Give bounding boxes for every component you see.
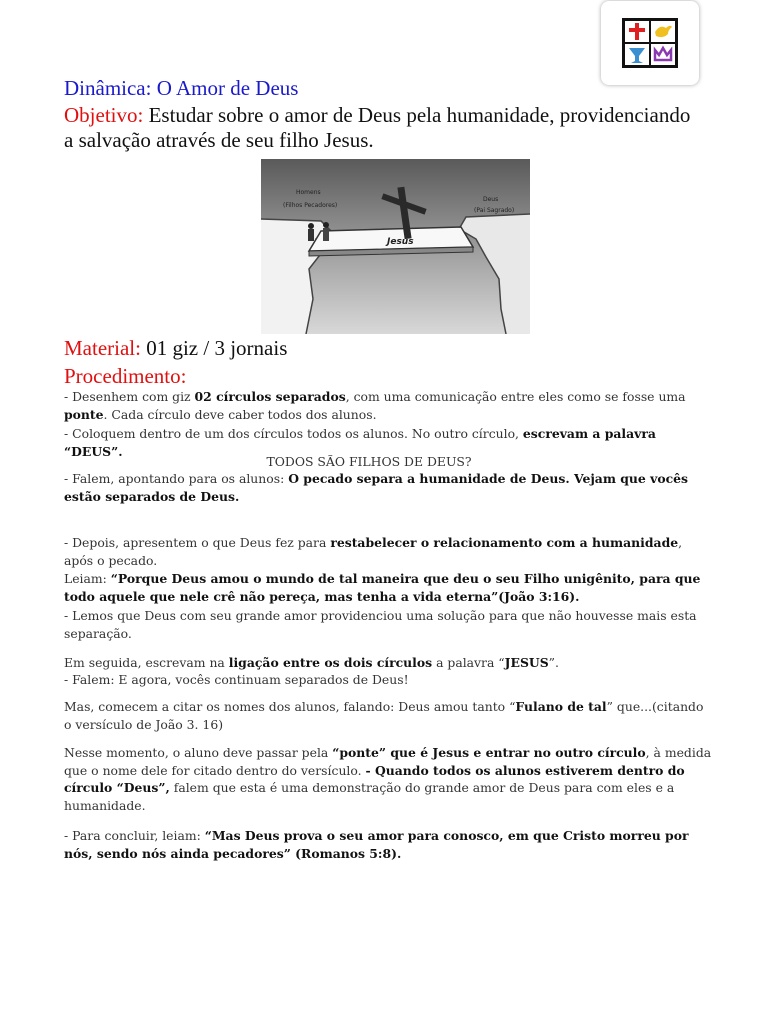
text-bold: - Quando todos os alunos estiverem dentro do círculo “Deus”,: [64, 762, 685, 795]
text-segment: ” que...(citando o versículo de João 3. 16): [64, 699, 704, 732]
text-segment: Leiam:: [64, 571, 111, 586]
text-bold: restabelecer o relacionamento com a humanidade: [330, 535, 679, 550]
text-bold: escrevam a palavra “DEUS”.: [64, 426, 656, 459]
text-bold: ponte: [64, 406, 104, 422]
text-segment: Nesse momento, o aluno deve passar pela: [64, 745, 333, 760]
right-label-2: (Pai Sagrado): [474, 207, 515, 214]
text-segment: - Depois, apresentem o que Deus fez para: [64, 535, 331, 550]
text-segment: Em seguida, escrevam na: [64, 655, 229, 670]
paragraph-depois: [64, 534, 714, 569]
material-value: 01 giz / 3 jornais: [146, 336, 288, 360]
text-bold: O pecado separa a humanidade de Deus. Vejam que vocês estão separados de Deus.: [64, 471, 688, 504]
text-segment: - Coloquem dentro de um dos círculos todos os alunos. No outro círculo,: [64, 426, 523, 441]
text-bold: JESUS: [504, 655, 549, 670]
material-label: Material:: [64, 336, 141, 360]
text-bold: “Mas Deus prova o seu amor para conosco, em que Cristo morreu por nós, sendo nós ainda pecadores” (Romanos 5:8).: [64, 828, 689, 861]
title-value: O Amor de Deus: [156, 76, 299, 100]
left-label-2: (Filhos Pecadores): [283, 202, 338, 209]
paragraph-desenhem: [64, 388, 714, 423]
material-line: [64, 336, 287, 361]
text-segment: falem que esta é uma demonstração do grande amor de Deus para com eles e a humanidade.: [64, 780, 675, 813]
paragraph-leiam: [64, 570, 714, 605]
logo-card: [601, 1, 699, 85]
right-label-1: Deus: [483, 196, 499, 203]
text-segment: . Cada círculo deve caber todos dos alunos.: [103, 406, 377, 422]
bridge-illustration: [261, 159, 530, 334]
text-segment: Mas, comecem a citar os nomes dos alunos, falando: Deus amou tanto “: [64, 699, 516, 714]
left-label-1: Homens: [296, 189, 321, 196]
paragraph-falem: [64, 470, 714, 505]
text-segment: a palavra “: [432, 655, 505, 670]
paragraph-em-seguida: [64, 654, 714, 672]
text-segment: , após o pecado.: [64, 535, 683, 568]
page-title: [64, 76, 298, 101]
text-bold: Fulano de tal: [515, 699, 607, 714]
bridge-label: Jesus: [387, 237, 414, 247]
text-bold: “ponte” que é Jesus e entrar no outro círculo: [332, 745, 646, 760]
text-segment: - Falem, apontando para os alunos:: [64, 471, 289, 486]
title-label: Dinâmica:: [64, 76, 152, 100]
paragraph-nesse-momento: [64, 744, 714, 814]
procedimento-heading: Procedimento:: [64, 364, 187, 388]
text-segment: ”.: [548, 655, 559, 670]
paragraph-para-concluir: [64, 827, 714, 862]
text-bold: 02 círculos separados: [194, 389, 346, 404]
objective-text: Estudar sobre o amor de Deus pela humanidade, providenciando a salvação através de seu filho Jesus.: [64, 103, 691, 152]
objective: [64, 103, 704, 153]
text-bold: ligação entre os dois círculos: [228, 655, 433, 670]
paragraph-falem-agora: - Falem: E agora, vocês continuam separados de Deus!: [64, 672, 409, 687]
text-segment: , com uma comunicação entre eles como se fosse uma: [345, 389, 686, 404]
paragraph-lemos: - Lemos que Deus com seu grande amor providenciou uma solução para que não houvesse mais esta separação.: [64, 608, 697, 641]
text-segment: - Para concluir, leiam:: [64, 828, 205, 843]
text-bold: “Porque Deus amou o mundo de tal maneira que deu o seu Filho unigênito, para que todo aquele que nele crê não pereça, mas tenha a vida eterna”(João 3:16).: [64, 571, 701, 604]
paragraph-mas: [64, 698, 714, 733]
text-segment: , à medida que o nome dele for citado dentro do versículo.: [64, 745, 712, 778]
objective-label: Objetivo:: [64, 103, 144, 127]
text-segment: - Desenhem com giz: [64, 389, 195, 404]
paragraph-question: TODOS SÃO FILHOS DE DEUS?: [266, 454, 472, 469]
cross-dove-chalice-crown-logo-icon: [622, 18, 678, 68]
